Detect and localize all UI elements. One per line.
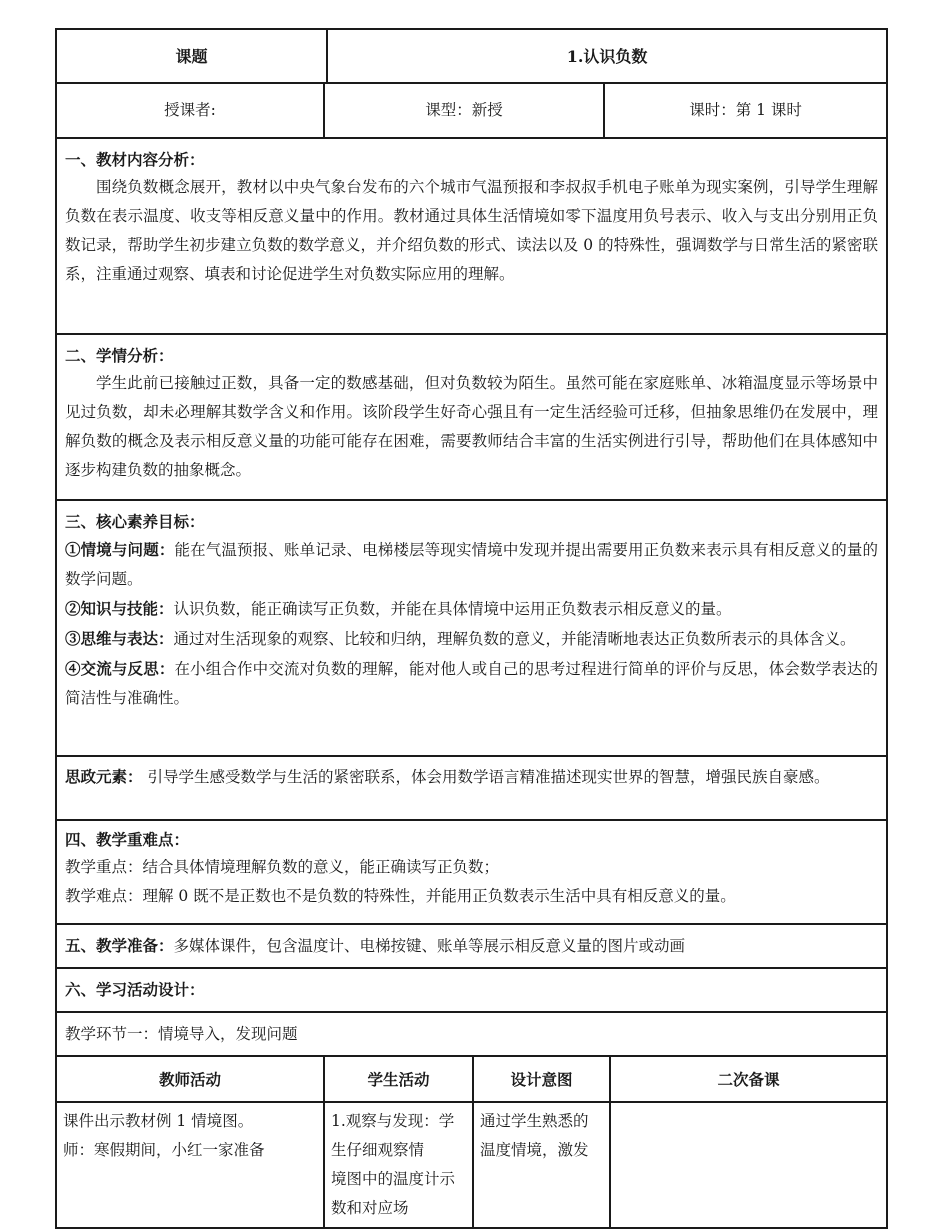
goal-text: 在小组合作中交流对负数的理解，能对他人或自己的思考过程进行简单的评价与反思，体会数学表达的简洁性与准确性。: [65, 660, 879, 707]
header-second-prep: 二次备课: [610, 1056, 887, 1102]
second-prep-cell: [610, 1102, 887, 1228]
difficult-point: 教学难点：理解 0 既不是正数也不是负数的特殊性，并能用正负数表示生活中具有相反意义的量。: [65, 887, 736, 905]
header-student-activity: 学生活动: [324, 1056, 473, 1102]
goal-label: ①情境与问题：: [65, 540, 175, 559]
section-body: 围绕负数概念展开，教材以中央气象台发布的六个城市气温预报和李叔叔手机电子账单为现实案例，引导学生理解负数在表示温度、收支等相反意义量中的作用。教材通过具体生活情境如零下温度用负号表示、收入与支出分别用正负数记录，帮助学生初步建立负数的数学意义，并介绍负数的形式、读法以及 0 的特殊性，强调数学与日常生活的紧密联系，注重通过观察、填表和讨论促进学生对负数实际应用的理解。: [65, 178, 879, 283]
header-design-intent: 设计意图: [473, 1056, 610, 1102]
section-ideology: [56, 756, 887, 820]
section-title: 一、教材内容分析：: [65, 150, 205, 169]
teacher-line: 师：寒假期间，小红一家准备: [63, 1141, 265, 1159]
goal-label: ④交流与反思：: [65, 659, 175, 678]
lesson-hours-field: 课时：第 1 课时: [604, 83, 887, 138]
goal-text: 通过对生活现象的观察、比较和归纳，理解负数的意义，并能清晰地表达正负数所表示的具体含义。: [173, 630, 856, 648]
goal-item: [65, 535, 878, 594]
section-student-analysis: [56, 334, 887, 500]
teacher-activity-cell: [56, 1102, 324, 1228]
intent-line: 温度情境，激发: [480, 1141, 589, 1159]
section-title: 四、教学重难点：: [65, 830, 190, 849]
goal-label: ②知识与技能：: [65, 599, 174, 618]
topic-label: 课题: [56, 29, 327, 83]
goal-text: 认识负数，能正确读写正负数，并能在具体情境中运用正负数表示相反意义的量。: [173, 600, 732, 618]
goal-item: [65, 594, 878, 624]
lesson-type-field: 课型：新授: [324, 83, 604, 138]
preparation-text: 多媒体课件，包含温度计、电梯按键、账单等展示相反意义量的图片或动画: [173, 937, 686, 955]
section-title: 六、学习活动设计：: [65, 980, 205, 999]
ideology-label: 思政元素：: [65, 767, 143, 786]
section-material-analysis: [56, 138, 887, 334]
section-core-goals: [56, 500, 887, 756]
ideology-body: 引导学生感受数学与生活的紧密联系，体会用数学语言精准描述现实世界的智慧，增强民族自豪感。: [142, 768, 830, 786]
student-activity-cell: [324, 1102, 473, 1228]
student-line: 1.观察与发现：学生仔细观察情: [331, 1112, 455, 1159]
goal-label: ③思维与表达：: [65, 629, 174, 648]
header-teacher-activity: 教师活动: [56, 1056, 324, 1102]
intent-line: 通过学生熟悉的: [480, 1112, 589, 1130]
student-line: 境图中的温度计示数和对应场: [331, 1170, 456, 1217]
section-key-difficulty: [56, 820, 887, 924]
section-activity-design: [56, 968, 887, 1012]
topic-value: 1.认识负数: [327, 29, 887, 83]
teacher-line: 课件出示教材例 1 情境图。: [63, 1112, 254, 1130]
section-title: 三、核心素养目标：: [65, 512, 205, 531]
section-body: 学生此前已接触过正数，具备一定的数感基础，但对负数较为陌生。虽然可能在家庭账单、冰箱温度显示等场景中见过负数，却未必理解其数学含义和作用。该阶段学生好奇心强且有一定生活经验可迁移，但抽象思维仍在发展中，理解负数的概念及表示相反意义量的功能可能存在困难，需要教师结合丰富的生活实例进行引导，帮助他们在具体感知中逐步构建负数的抽象概念。: [65, 374, 879, 479]
teaching-stage: 教学环节一：情境导入，发现问题: [56, 1012, 887, 1056]
ideology-text: [65, 763, 878, 791]
goal-item: [65, 654, 878, 713]
key-point: 教学重点：结合具体情境理解负数的意义，能正确读写正负数；: [65, 858, 500, 876]
goal-text: 能在气温预报、账单记录、电梯楼层等现实情境中发现并提出需要用正负数来表示具有相反意义的量的数学问题。: [65, 541, 879, 588]
lesson-plan-table: [55, 28, 888, 1229]
goal-item: [65, 624, 878, 654]
teacher-field: 授课者:: [56, 83, 324, 138]
preparation-label: 五、教学准备：: [65, 936, 174, 955]
design-intent-cell: [473, 1102, 610, 1228]
section-title: 二、学情分析：: [65, 346, 174, 365]
section-preparation: [56, 924, 887, 968]
